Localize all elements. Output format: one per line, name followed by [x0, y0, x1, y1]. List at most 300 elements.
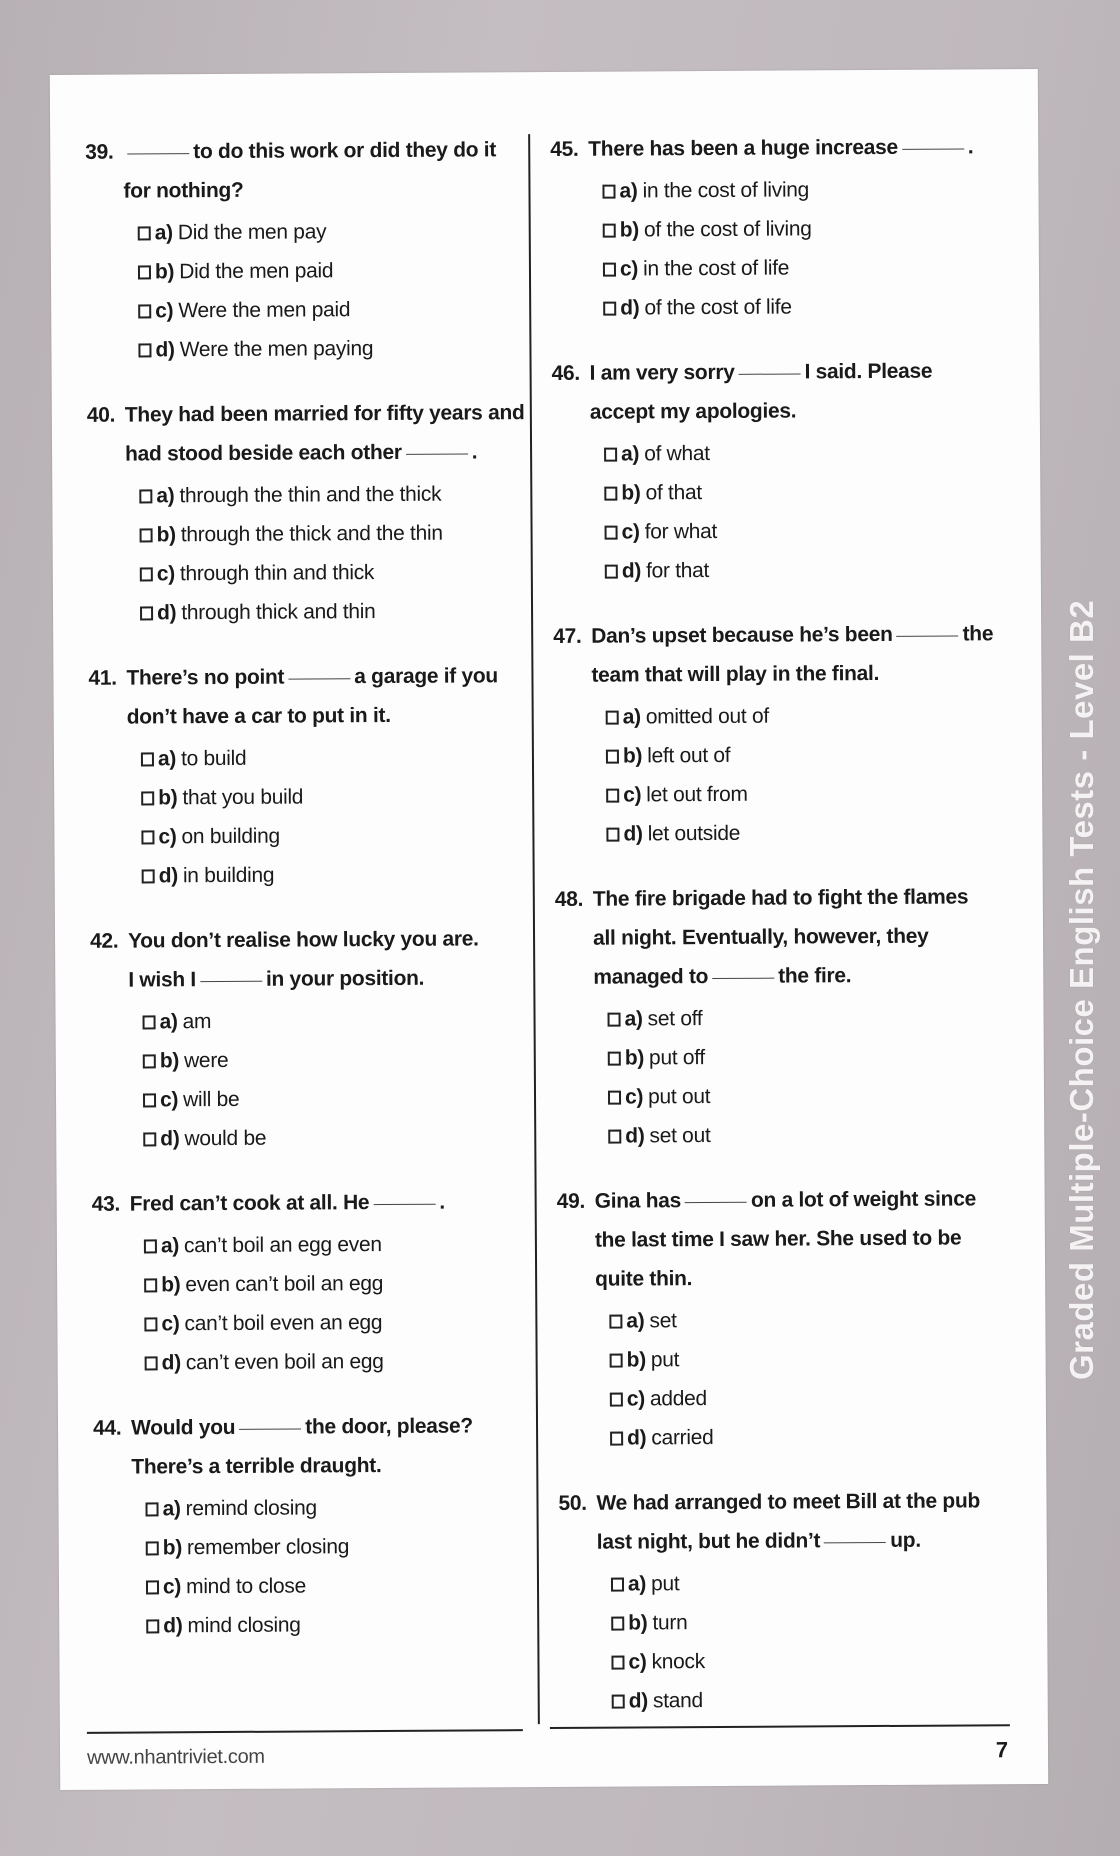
option-letter: c): [619, 257, 639, 281]
checkbox-icon[interactable]: [142, 869, 155, 883]
question-text-line: [555, 916, 995, 958]
question-number: 44.: [92, 1416, 122, 1440]
option-text: even can’t boil an egg: [185, 1272, 384, 1297]
answer-option[interactable]: [143, 1039, 561, 1081]
option-text: can’t even boil an egg: [185, 1350, 384, 1375]
question-text-line: [553, 614, 993, 656]
answer-options: [90, 1000, 561, 1159]
checkbox-icon[interactable]: [138, 343, 151, 357]
checkbox-icon[interactable]: [610, 1392, 623, 1406]
checkbox-icon[interactable]: [612, 1694, 625, 1708]
question-text-line: [559, 1520, 999, 1562]
footer-rule-left: [87, 1729, 523, 1734]
option-text: Were the men paid: [178, 298, 351, 323]
option-letter: b): [154, 260, 175, 284]
question-text-line: [85, 130, 555, 172]
option-text: knock: [651, 1650, 705, 1674]
answer-option[interactable]: [611, 1640, 999, 1681]
option-text: of what: [644, 442, 710, 466]
question-text: quite thin.: [595, 1267, 693, 1291]
question-46: [551, 351, 992, 591]
question-number: 47.: [553, 624, 582, 648]
option-text: mind closing: [187, 1613, 301, 1638]
question-text-line: [89, 695, 559, 737]
question-text-line: [93, 1406, 563, 1448]
answer-options: [557, 1299, 998, 1458]
option-text: for what: [644, 519, 718, 544]
answer-option[interactable]: [138, 211, 556, 253]
option-text: through thick and thin: [181, 600, 376, 625]
page-number: 7: [995, 1737, 1009, 1763]
answer-blank: [406, 453, 468, 454]
option-letter: c): [621, 520, 640, 544]
question-text-line: [553, 653, 993, 695]
option-text: stand: [652, 1689, 703, 1713]
question-47: [553, 614, 994, 854]
answer-option[interactable]: [140, 552, 558, 594]
answer-option[interactable]: [146, 1565, 564, 1607]
option-letter: d): [625, 1124, 645, 1148]
checkbox-icon[interactable]: [143, 1054, 156, 1068]
option-text: put: [650, 1348, 680, 1372]
question-number: 46.: [551, 361, 580, 385]
checkbox-icon[interactable]: [606, 788, 619, 802]
option-letter: b): [162, 1536, 183, 1560]
question-text-line: [557, 1218, 997, 1260]
question-number: 39.: [85, 140, 114, 164]
answer-blank: [288, 678, 350, 679]
checkbox-icon[interactable]: [140, 606, 153, 620]
option-letter: d): [163, 1614, 183, 1638]
question-number: 41.: [88, 666, 117, 690]
option-text: through the thick and the thin: [180, 521, 443, 547]
option-letter: a): [626, 1309, 645, 1333]
question-text: .: [471, 440, 478, 464]
answer-option[interactable]: [141, 815, 559, 857]
option-letter: a): [622, 705, 641, 729]
question-text: the fire.: [778, 964, 852, 988]
answer-blank: [824, 1542, 886, 1543]
option-text: put: [651, 1572, 680, 1596]
option-text: set off: [647, 1007, 703, 1031]
question-text: the last time I saw her. She used to be: [594, 1226, 962, 1252]
question-text: managed to: [593, 965, 709, 989]
question-text: .: [439, 1190, 445, 1214]
answer-option[interactable]: [611, 1562, 999, 1603]
checkbox-icon[interactable]: [145, 1356, 158, 1370]
option-letter: b): [626, 1348, 646, 1372]
checkbox-icon[interactable]: [140, 567, 153, 581]
checkbox-icon[interactable]: [609, 1314, 622, 1328]
question-48: [555, 877, 997, 1156]
checkbox-icon[interactable]: [138, 304, 151, 318]
option-text: of the cost of living: [643, 217, 812, 242]
option-text: set out: [649, 1124, 711, 1148]
option-letter: a): [160, 1234, 180, 1258]
checkbox-icon[interactable]: [610, 1353, 623, 1367]
question-text: Fred can’t cook at all. He: [129, 1191, 370, 1216]
question-text: I wish I: [128, 968, 196, 992]
option-text: were: [183, 1048, 229, 1073]
option-letter: c): [155, 299, 174, 323]
question-text: There has been a huge increase: [588, 135, 898, 161]
checkbox-icon[interactable]: [603, 223, 616, 237]
question-text: Dan’s upset because he’s been: [591, 622, 893, 648]
question-40: [87, 393, 558, 633]
option-letter: a): [154, 221, 173, 245]
question-text-line: [551, 351, 991, 393]
option-letter: d): [160, 1127, 180, 1151]
option-text: for that: [645, 559, 710, 583]
answer-options: [93, 1487, 564, 1646]
question-text-line: [557, 1257, 997, 1299]
question-number: 40.: [86, 403, 116, 427]
book-page: [50, 69, 1048, 1790]
question-text: I said. Please: [804, 359, 933, 384]
option-letter: a): [621, 442, 640, 466]
answer-options: [87, 474, 558, 633]
option-letter: a): [627, 1572, 647, 1596]
option-text: will be: [183, 1087, 240, 1112]
option-letter: c): [623, 783, 642, 807]
option-text: in the cost of life: [642, 256, 790, 281]
question-number: 42.: [89, 929, 119, 953]
checkbox-icon[interactable]: [602, 184, 615, 198]
answer-option[interactable]: [141, 776, 559, 818]
answer-option[interactable]: [607, 997, 995, 1038]
answer-option[interactable]: [604, 510, 992, 551]
answer-option[interactable]: [606, 773, 994, 814]
question-text-line: [557, 1179, 997, 1221]
checkbox-icon[interactable]: [145, 1502, 158, 1516]
question-text-line: [85, 169, 555, 211]
question-text: up.: [890, 1528, 921, 1552]
checkbox-icon[interactable]: [611, 1655, 624, 1669]
question-44: [93, 1406, 564, 1646]
option-letter: d): [161, 1351, 181, 1375]
option-text: of that: [645, 481, 702, 505]
option-text: let out from: [646, 782, 748, 807]
answer-option[interactable]: [146, 1526, 564, 1568]
question-text: don’t have a car to put in it.: [126, 703, 391, 729]
option-text: Did the men pay: [177, 220, 327, 245]
checkbox-icon[interactable]: [143, 1132, 156, 1146]
answer-option[interactable]: [146, 1604, 564, 1646]
checkbox-icon[interactable]: [141, 791, 154, 805]
option-text: that you build: [182, 785, 304, 810]
checkbox-icon[interactable]: [143, 1093, 156, 1107]
question-text: team that will play in the final.: [591, 661, 880, 687]
option-letter: b): [624, 1046, 645, 1070]
question-text: There’s a terrible draught.: [131, 1454, 382, 1479]
checkbox-icon[interactable]: [146, 1580, 159, 1594]
answer-option[interactable]: [606, 695, 994, 736]
answer-option[interactable]: [608, 1114, 996, 1155]
answer-blank: [897, 635, 959, 636]
answer-options: [559, 1562, 1000, 1721]
answer-options: [552, 432, 993, 591]
option-text: in the cost of living: [642, 178, 810, 203]
option-letter: d): [627, 1426, 647, 1450]
option-letter: d): [623, 822, 643, 846]
option-letter: a): [157, 747, 177, 771]
option-text: put out: [648, 1085, 711, 1109]
answer-blank: [239, 1429, 301, 1430]
answer-option[interactable]: [606, 812, 994, 853]
question-text: all night. Eventually, however, they: [592, 924, 929, 950]
option-letter: a): [619, 179, 638, 203]
checkbox-icon[interactable]: [141, 830, 154, 844]
question-text-line: [550, 127, 990, 169]
answer-option[interactable]: [603, 208, 991, 249]
answer-option[interactable]: [145, 1487, 563, 1529]
answer-option[interactable]: [603, 286, 991, 327]
question-45: [550, 127, 991, 328]
option-letter: d): [158, 864, 178, 888]
checkbox-icon[interactable]: [144, 1239, 157, 1253]
option-letter: b): [158, 786, 178, 810]
question-49: [557, 1179, 999, 1458]
question-number: 49.: [556, 1189, 586, 1213]
option-text: in building: [182, 863, 275, 888]
checkbox-icon[interactable]: [608, 1051, 621, 1065]
checkbox-icon[interactable]: [603, 262, 616, 276]
question-text: a garage if you: [354, 664, 499, 689]
answer-option[interactable]: [603, 247, 991, 288]
question-number: 43.: [91, 1192, 121, 1216]
question-text-line: [87, 393, 557, 435]
question-text: accept my apologies.: [589, 399, 797, 424]
option-text: Did the men paid: [179, 259, 334, 284]
option-letter: a): [159, 1010, 178, 1034]
checkbox-icon[interactable]: [140, 528, 153, 542]
answer-options: [92, 1224, 563, 1383]
answer-blank: [200, 981, 262, 982]
checkbox-icon[interactable]: [611, 1577, 624, 1591]
checkbox-icon[interactable]: [604, 486, 617, 500]
question-text: They had been married for fifty years and: [124, 401, 525, 427]
question-text: The fire brigade had to fight the flames: [592, 885, 969, 911]
answer-option[interactable]: [612, 1679, 1000, 1720]
option-text: can’t boil even an egg: [184, 1311, 383, 1336]
question-text: I am very sorry: [589, 360, 735, 385]
option-letter: b): [621, 481, 641, 505]
question-text: Would you: [130, 1415, 236, 1440]
question-text-line: [87, 432, 557, 474]
checkbox-icon[interactable]: [604, 447, 617, 461]
question-text: We had arranged to meet Bill at the pub: [596, 1489, 981, 1515]
checkbox-icon[interactable]: [138, 226, 151, 240]
option-letter: a): [624, 1007, 643, 1031]
answer-option[interactable]: [139, 474, 557, 516]
checkbox-icon[interactable]: [611, 1616, 624, 1630]
question-number: 50.: [558, 1491, 587, 1515]
option-letter: b): [156, 523, 176, 547]
option-letter: a): [162, 1497, 181, 1521]
option-letter: c): [624, 1085, 644, 1109]
option-letter: d): [155, 338, 175, 362]
question-39: [85, 130, 556, 370]
answer-blank: [712, 978, 774, 979]
answer-option[interactable]: [141, 737, 559, 779]
question-text-line: [90, 958, 560, 1000]
answer-option[interactable]: [143, 1117, 561, 1159]
answer-option[interactable]: [610, 1338, 998, 1379]
checkbox-icon[interactable]: [144, 1317, 157, 1331]
option-letter: d): [156, 601, 177, 625]
spine-title: Graded Multiple-Choice English Tests - Level B2: [1063, 599, 1100, 1380]
option-text: added: [649, 1387, 707, 1411]
answer-option[interactable]: [144, 1263, 562, 1305]
checkbox-icon[interactable]: [143, 1015, 156, 1029]
answer-blank: [739, 373, 801, 374]
question-text: in your position.: [265, 966, 425, 991]
question-text-line: [555, 877, 995, 919]
question-text: last night, but he didn’t: [596, 1529, 821, 1554]
answer-blank: [902, 148, 964, 149]
left-question-column: [85, 130, 564, 1672]
option-text: turn: [652, 1611, 688, 1635]
checkbox-icon[interactable]: [606, 827, 619, 841]
checkbox-icon[interactable]: [603, 301, 616, 315]
checkbox-icon[interactable]: [146, 1619, 159, 1633]
option-text: let outside: [647, 821, 741, 846]
answer-option[interactable]: [602, 169, 990, 210]
answer-option[interactable]: [142, 854, 560, 896]
question-42: [90, 919, 561, 1159]
option-text: can’t boil an egg even: [183, 1233, 382, 1258]
checkbox-icon[interactable]: [608, 1129, 621, 1143]
option-text: to build: [180, 746, 247, 771]
question-text: the door, please?: [305, 1414, 473, 1439]
option-text: carried: [651, 1426, 714, 1450]
question-number: 45.: [550, 137, 579, 161]
option-letter: d): [628, 1689, 649, 1713]
question-text-line: [92, 1182, 562, 1224]
answer-option[interactable]: [610, 1416, 998, 1457]
checkbox-icon[interactable]: [605, 525, 618, 539]
question-text-line: [90, 919, 560, 961]
answer-blank: [373, 1204, 435, 1205]
answer-option[interactable]: [140, 591, 558, 633]
checkbox-icon[interactable]: [138, 265, 151, 279]
answer-option[interactable]: [138, 328, 556, 370]
answer-option[interactable]: [139, 513, 557, 555]
checkbox-icon[interactable]: [605, 564, 618, 578]
answer-option[interactable]: [604, 471, 992, 512]
answer-option[interactable]: [606, 734, 994, 775]
option-letter: c): [159, 1088, 179, 1112]
option-letter: c): [158, 825, 177, 849]
option-text: left out of: [647, 743, 731, 768]
question-text: to do this work or did they do it: [193, 138, 497, 164]
answer-option[interactable]: [605, 549, 993, 590]
option-letter: d): [621, 559, 642, 583]
option-letter: d): [620, 296, 640, 320]
option-text: mind to close: [186, 1574, 306, 1599]
option-text: would be: [184, 1126, 267, 1151]
option-text: put off: [648, 1046, 705, 1070]
question-text: on a lot of weight since: [750, 1187, 977, 1212]
question-41: [88, 656, 559, 896]
option-letter: b): [159, 1049, 180, 1073]
answer-option[interactable]: [611, 1601, 999, 1642]
answer-option[interactable]: [143, 1078, 561, 1120]
question-text: had stood beside each other: [125, 440, 402, 466]
answer-option[interactable]: [138, 289, 556, 331]
answer-option[interactable]: [144, 1224, 562, 1266]
question-text-line: [555, 955, 995, 997]
checkbox-icon[interactable]: [608, 1012, 621, 1026]
checkbox-icon[interactable]: [606, 749, 619, 763]
checkbox-icon[interactable]: [610, 1431, 623, 1445]
option-text: of the cost of life: [644, 295, 792, 320]
option-letter: b): [628, 1611, 648, 1635]
question-text: for nothing?: [123, 178, 244, 203]
question-text: .: [967, 135, 974, 159]
question-text: You don’t realise how lucky you are.: [127, 927, 479, 953]
checkbox-icon[interactable]: [608, 1090, 621, 1104]
answer-options: [555, 997, 996, 1156]
checkbox-icon[interactable]: [139, 489, 152, 503]
option-letter: b): [619, 218, 640, 242]
answer-options: [86, 211, 557, 370]
answer-option[interactable]: [145, 1341, 563, 1383]
answer-options: [550, 169, 991, 328]
option-letter: c): [161, 1312, 180, 1336]
checkbox-icon[interactable]: [606, 710, 619, 724]
option-letter: a): [156, 484, 175, 508]
question-text-line: [552, 390, 992, 432]
answer-blank: [127, 153, 189, 154]
answer-option[interactable]: [604, 432, 992, 473]
checkbox-icon[interactable]: [146, 1541, 159, 1555]
option-letter: c): [156, 562, 175, 586]
answer-options: [554, 695, 995, 854]
option-text: on building: [181, 824, 280, 849]
question-number: 48.: [554, 887, 584, 911]
option-text: omitted out of: [645, 704, 769, 729]
option-letter: c): [162, 1575, 182, 1599]
option-letter: c): [626, 1387, 646, 1411]
option-text: set: [649, 1309, 677, 1333]
right-question-column: [550, 127, 1000, 1747]
answer-option[interactable]: [608, 1036, 996, 1077]
option-text: am: [182, 1010, 212, 1034]
checkbox-icon[interactable]: [141, 752, 154, 766]
option-letter: c): [628, 1650, 647, 1674]
answer-option[interactable]: [138, 250, 556, 292]
question-43: [92, 1182, 563, 1383]
question-text-line: [558, 1481, 998, 1523]
question-text: the: [962, 622, 994, 646]
option-letter: b): [161, 1273, 181, 1297]
checkbox-icon[interactable]: [144, 1278, 157, 1292]
question-text: Gina has: [594, 1189, 682, 1213]
answer-option[interactable]: [608, 1075, 996, 1116]
answer-option[interactable]: [142, 1000, 560, 1042]
answer-options: [89, 737, 560, 896]
option-text: Were the men paying: [179, 337, 374, 362]
question-text-line: [93, 1445, 563, 1487]
footer-url: www.nhantriviet.com: [86, 1745, 265, 1769]
answer-option[interactable]: [610, 1377, 998, 1418]
answer-option[interactable]: [144, 1302, 562, 1344]
option-text: through the thin and the thick: [179, 482, 442, 508]
answer-option[interactable]: [609, 1299, 997, 1340]
question-text: There’s no point: [126, 665, 285, 690]
question-text-line: [88, 656, 558, 698]
